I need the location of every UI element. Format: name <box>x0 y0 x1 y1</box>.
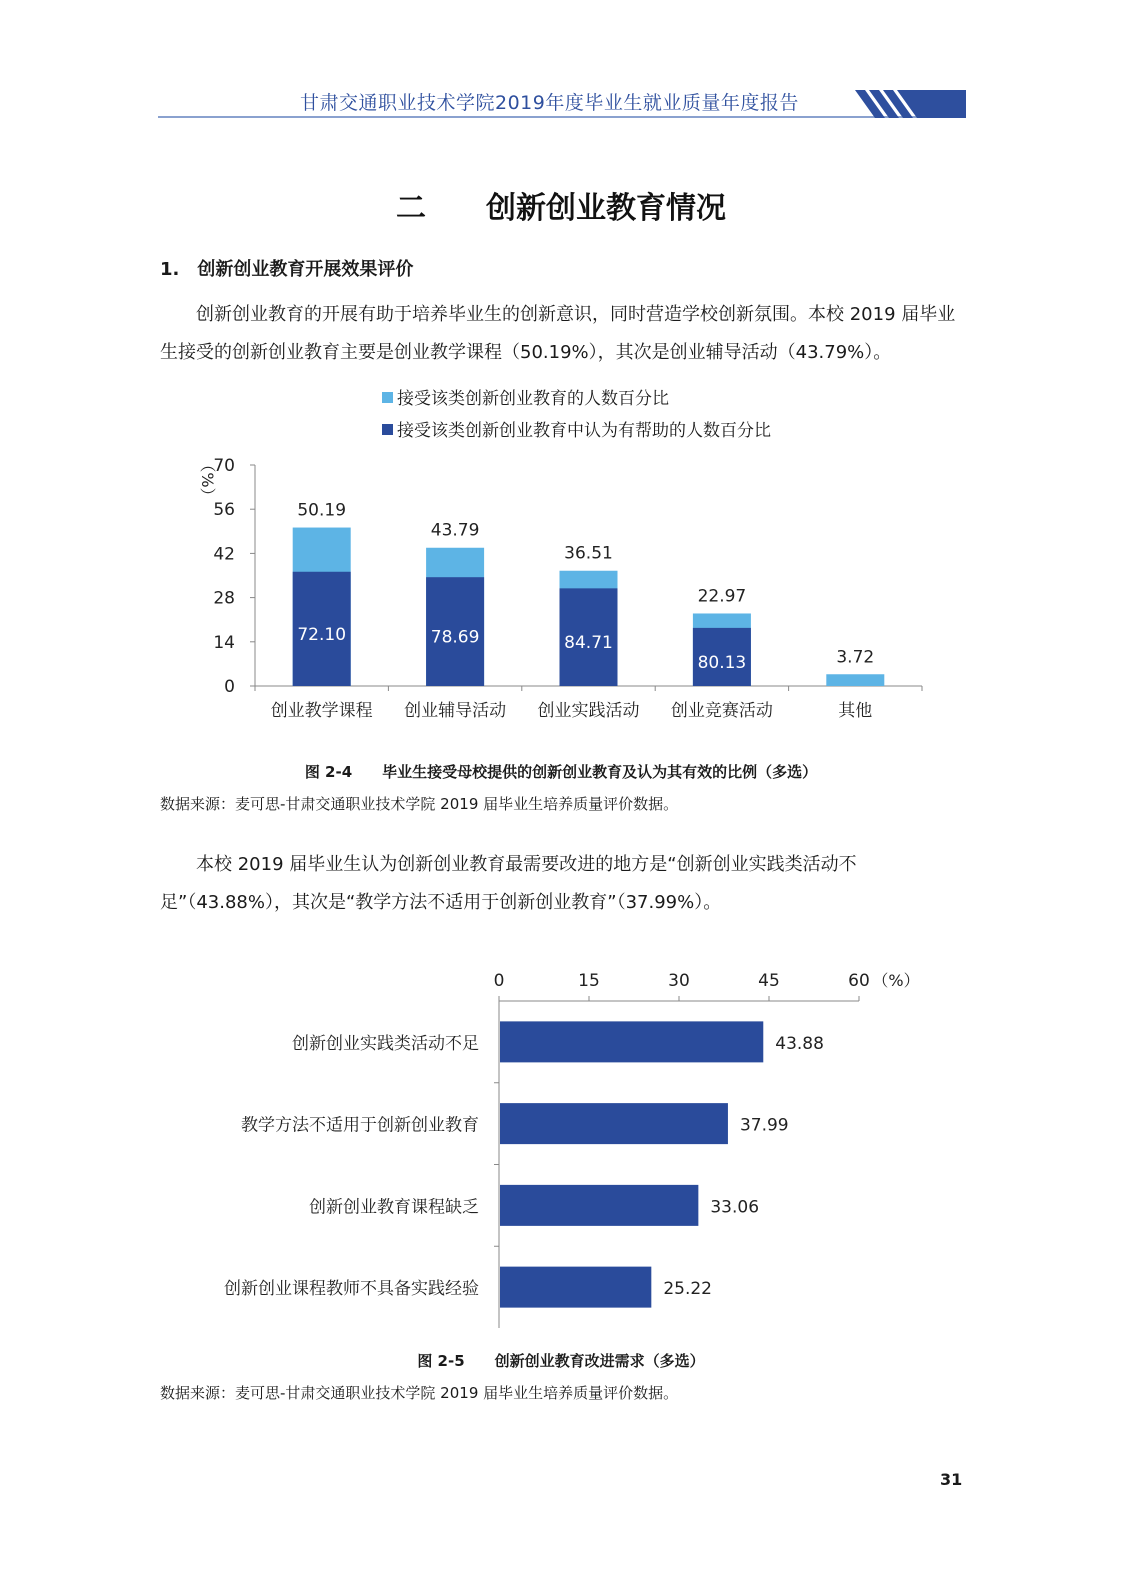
y-category-label: 创新创业教育课程缺乏 <box>309 1197 479 1218</box>
legend-label-helpful: 接受该类创新创业教育中认为有帮助的人数百分比 <box>397 421 771 441</box>
figure-label-2-5: 图 2-5 <box>417 1352 465 1370</box>
bar-need <box>500 1267 651 1308</box>
legend-swatch-dark <box>382 424 393 435</box>
subsection-title: 1. 创新创业教育开展效果评价 <box>160 259 414 280</box>
x-tick-label: 60 <box>848 971 870 991</box>
figure-title-2-5: 创新创业教育改进需求（多选） <box>494 1352 705 1370</box>
legend-item-helpful <box>382 416 771 441</box>
x-axis-unit-label: （%） <box>872 971 920 990</box>
value-label-helpful: 80.13 <box>697 652 747 673</box>
value-label-need: 25.22 <box>663 1279 712 1300</box>
paragraph-2 <box>160 846 970 922</box>
value-label-helpful: 78.69 <box>430 627 480 648</box>
x-tick-label: 15 <box>578 971 600 991</box>
y-tick-label: 56 <box>213 500 235 521</box>
legend-label-received: 接受该类创新创业教育的人数百分比 <box>397 389 669 409</box>
figure-caption-2-5 <box>0 1350 1122 1371</box>
header-stripes-decoration <box>855 90 967 120</box>
value-label-received: 36.51 <box>564 543 613 564</box>
bar-need <box>500 1103 728 1144</box>
x-tick-label: 30 <box>668 971 690 991</box>
x-tick-label: 0 <box>493 971 505 991</box>
value-label-helpful: 84.71 <box>564 633 613 654</box>
paragraph-1 <box>160 296 970 372</box>
x-category-label: 创业教学课程 <box>270 701 373 721</box>
figure-title-2-4: 毕业生接受母校提供的创新创业教育及认为其有效的比例（多选） <box>382 763 818 781</box>
value-label-received: 3.72 <box>836 647 875 668</box>
x-tick-label: 45 <box>758 971 780 991</box>
value-label-need: 37.99 <box>739 1115 789 1136</box>
y-axis-label: （%） <box>198 456 217 504</box>
value-label-received: 50.19 <box>297 500 347 521</box>
y-tick-label: 70 <box>213 456 235 476</box>
value-label-need: 33.06 <box>710 1197 760 1218</box>
y-category-label: 创新创业实践类活动不足 <box>292 1033 479 1054</box>
page-number: 31 <box>940 1470 963 1489</box>
bar-received <box>826 674 884 686</box>
y-category-label: 教学方法不适用于创新创业教育 <box>241 1115 479 1136</box>
stacked-bar-chart <box>180 450 940 735</box>
value-label-helpful: 72.10 <box>297 624 347 645</box>
bar-need <box>500 1021 763 1062</box>
value-label-received: 22.97 <box>697 586 747 607</box>
y-tick-label: 28 <box>213 588 235 609</box>
x-category-label: 创业辅导活动 <box>404 701 507 721</box>
paragraph-2-text: 本校 2019 届毕业生认为创新创业教育最需要改进的地方是“创新创业实践类活动不足”（43.88%），其次是“教学方法不适用于创新创业教育”（37.99%）。 <box>160 854 857 913</box>
y-tick-label: 14 <box>213 632 235 653</box>
figure-source-2-5: 数据来源：麦可思-甘肃交通职业技术学院 2019 届毕业生培养质量评价数据。 <box>160 1384 679 1402</box>
x-category-label: 创业竞赛活动 <box>670 701 773 721</box>
legend-swatch-light <box>382 392 393 403</box>
horizontal-bar-chart <box>190 960 920 1340</box>
y-tick-label: 42 <box>213 544 235 565</box>
header-title: 甘肃交通职业技术学院2019年度毕业生就业质量年度报告 <box>300 92 799 114</box>
x-category-label: 其他 <box>838 701 873 721</box>
x-category-label: 创业实践活动 <box>537 701 640 721</box>
bar-need <box>500 1185 698 1226</box>
header-rule <box>158 116 966 118</box>
legend-item-received <box>382 384 669 409</box>
paragraph-1-text: 创新创业教育的开展有助于培养毕业生的创新意识，同时营造学校创新氛围。本校 2019 届毕业生接受的创新创业教育主要是创业教学课程（50.19%），其次是创业辅导活动（43.79%）。 <box>160 304 956 363</box>
section-title: 二 创新创业教育情况 <box>396 191 726 226</box>
figure-source-2-4: 数据来源：麦可思-甘肃交通职业技术学院 2019 届毕业生培养质量评价数据。 <box>160 795 679 813</box>
value-label-received: 43.79 <box>430 520 480 541</box>
y-category-label: 创新创业课程教师不具备实践经验 <box>224 1279 479 1300</box>
y-tick-label: 0 <box>224 677 235 697</box>
figure-caption-2-4 <box>0 761 1122 782</box>
value-label-need: 43.88 <box>775 1033 824 1054</box>
figure-label-2-4: 图 2-4 <box>304 763 353 781</box>
